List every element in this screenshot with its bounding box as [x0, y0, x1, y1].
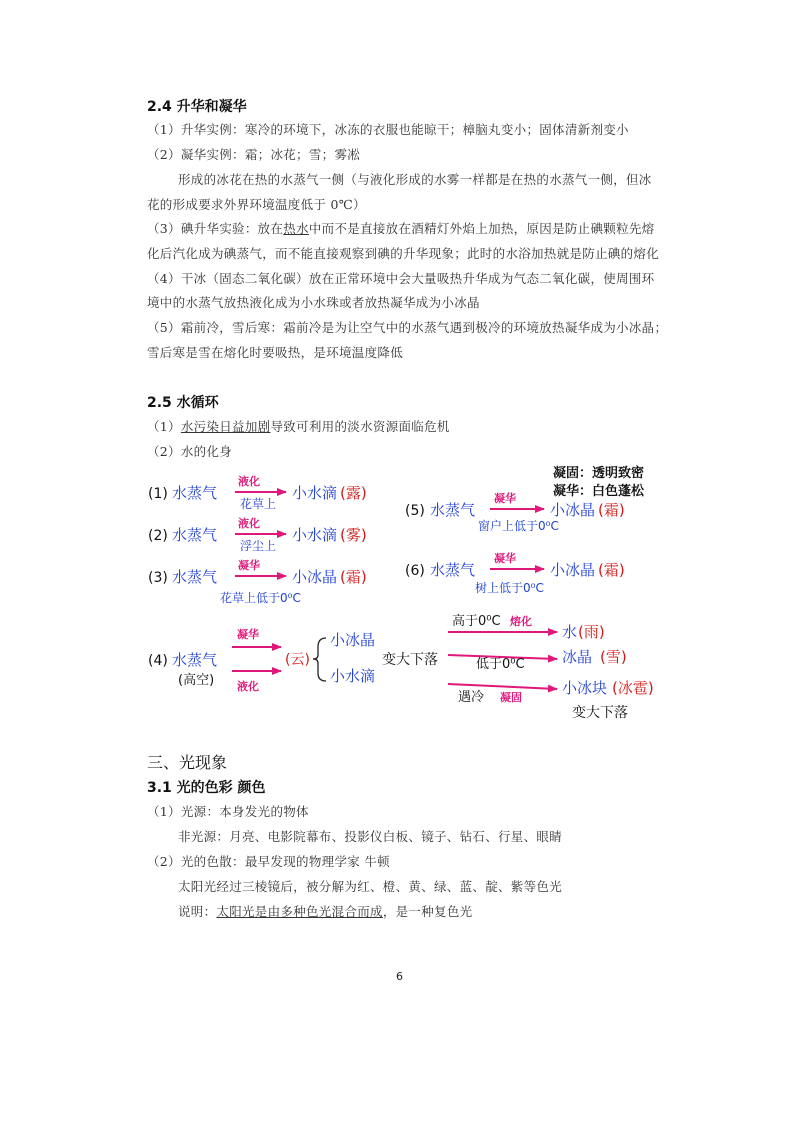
text-segment: （3）碘升华实验：放在	[147, 221, 284, 236]
text-line: （1）光源：本身发光的物体	[147, 804, 309, 819]
text-line: （5）霜前冷，雪后寒：霜前冷是为让空气中的水蒸气遇到极冷的环境放热凝华成为小冰晶；	[147, 320, 668, 335]
process-label: 凝华	[494, 492, 516, 505]
text-line	[178, 902, 472, 920]
chapter-title: 三、光现象	[147, 753, 228, 772]
section-title-2-4: 2.4 升华和凝华	[147, 99, 247, 115]
text-line: 形成的冰花在热的水蒸气一侧（与液化形成的水雾一样都是在热的水蒸气一侧，但冰	[178, 172, 652, 187]
row-number: (1)	[148, 486, 168, 502]
text-line: 雪后寒是雪在熔化时要吸热，是环境温度降低	[147, 345, 404, 360]
text-line: 非光源：月亮、电影院幕布、投影仪白板、镜子、钻石、行星、眼睛	[178, 829, 563, 844]
text-segment: ，是一种复色光	[382, 904, 473, 919]
note-deposition: 凝华：白色蓬松	[553, 484, 645, 499]
condition-label: 树上低于0⁰C	[475, 581, 544, 595]
row-2	[148, 516, 367, 553]
page-number: 6	[396, 970, 403, 983]
text-line: 化后汽化成为碘蒸气，而不能直接观察到碘的升华现象；此时的水浴加热就是防止碘的熔化	[147, 246, 660, 261]
underlined-text: 热水	[283, 221, 309, 236]
text-line	[147, 219, 654, 237]
source-label: 水蒸气	[172, 484, 218, 502]
process-label: 凝华	[238, 559, 260, 572]
row-6	[405, 551, 625, 595]
phenomenon-label: (霜)	[598, 561, 625, 579]
source-label: 水蒸气	[172, 568, 218, 586]
cloud-label: (云)	[285, 652, 310, 668]
water-cycle-diagram	[0, 455, 800, 735]
branch-condition: 高于0⁰C	[452, 614, 501, 629]
text-segment: （1）	[147, 419, 181, 434]
row-3	[148, 558, 367, 605]
result-label: 小冰晶	[550, 561, 596, 579]
process-label: 熔化	[510, 615, 532, 628]
text-line: 花的形成要求外界环境温度低于 0℃）	[147, 197, 366, 212]
phenomenon-label: (冰雹)	[612, 679, 654, 697]
phenomenon-label: (霜)	[340, 568, 367, 586]
source-label: 水蒸气	[172, 651, 218, 669]
process-label: 液化	[237, 680, 259, 693]
row-4	[148, 613, 654, 721]
result-label: 小水滴	[292, 484, 338, 502]
row-number: (4)	[148, 653, 168, 669]
condition-label: 浮尘上	[240, 539, 277, 553]
condition-label: 花草上低于0⁰C	[220, 591, 301, 605]
text-line: （2）水的化身	[147, 444, 233, 459]
phenomenon-label: (雨)	[578, 623, 605, 641]
source-label: 水蒸气	[430, 501, 476, 519]
text-line: （4）干冰（固态二氧化碳）放在正常环境中会大量吸热升华成为气态二氧化碳，使周围环	[147, 271, 655, 286]
ice-crystal-label: 小冰晶	[330, 631, 376, 649]
phenomenon-label: (露)	[340, 484, 367, 502]
fall-label: 变大下落	[382, 652, 438, 668]
text-line: （2）凝华实例：霜；冰花；雪；雾凇	[147, 147, 361, 162]
process-label: 液化	[238, 475, 260, 488]
text-segment: 说明：	[178, 904, 217, 919]
result-label: 小水滴	[292, 526, 338, 544]
condition-label: 窗户上低于0⁰C	[478, 519, 559, 533]
row-number: (2)	[148, 528, 168, 544]
text-segment: 中而不是直接放在酒精灯外焰上加热，原因是防止碘颗粒先熔	[308, 221, 655, 236]
arrow	[448, 684, 557, 689]
result-label: 冰晶	[562, 648, 593, 666]
process-label: 凝华	[494, 552, 516, 565]
section-title-2-5: 2.5 水循环	[147, 395, 219, 411]
text-segment: 导致可利用的淡水资源面临危机	[270, 419, 450, 434]
phenomenon-label: (霜)	[598, 501, 625, 519]
condition-label: 花草上	[240, 497, 277, 511]
result-label: 小冰晶	[292, 568, 338, 586]
text-line: （2）光的色散：最早发现的物理学家 牛顿	[147, 854, 390, 869]
process-label: 凝华	[237, 628, 259, 641]
section-title-3-1: 3.1 光的色彩 颜色	[147, 780, 266, 796]
text-line	[147, 417, 450, 435]
text-line: （1）升华实例：寒冷的环境下，冰冻的衣服也能晾干；樟脑丸变小；固体清新剂变小	[147, 122, 629, 137]
phenomenon-label: (雪)	[600, 648, 627, 666]
underlined-text: 水污染日益加剧	[180, 419, 271, 434]
phenomenon-label: (雾)	[340, 526, 367, 544]
process-label: 液化	[238, 517, 260, 530]
underlined-text: 太阳光是由多种色光混合而成	[216, 904, 383, 919]
row-number: (3)	[148, 570, 168, 586]
text-line: 境中的水蒸气放热液化成为小水珠或者放热凝华成为小冰晶	[147, 295, 480, 310]
brace	[313, 638, 326, 681]
note-solidify: 凝固：透明致密	[553, 466, 645, 481]
result-label: 小冰晶	[550, 501, 596, 519]
source-label: 水蒸气	[430, 561, 476, 579]
process-label: 凝固	[500, 691, 522, 704]
fall-label: 变大下落	[572, 705, 628, 721]
result-label: 水	[562, 623, 578, 641]
result-label: 小冰块	[562, 679, 608, 697]
branch-condition: 低于0⁰C	[476, 657, 525, 672]
row-number: (6)	[405, 563, 425, 579]
source-label: 水蒸气	[172, 526, 218, 544]
source-sublabel: (高空)	[178, 673, 215, 688]
row-1	[148, 474, 367, 511]
branch-condition: 遇冷	[458, 690, 485, 705]
row-number: (5)	[405, 503, 425, 519]
text-line: 太阳光经过三棱镜后，被分解为红、橙、黄、绿、蓝、靛、紫等色光	[178, 879, 563, 894]
droplet-label: 小水滴	[330, 667, 376, 685]
